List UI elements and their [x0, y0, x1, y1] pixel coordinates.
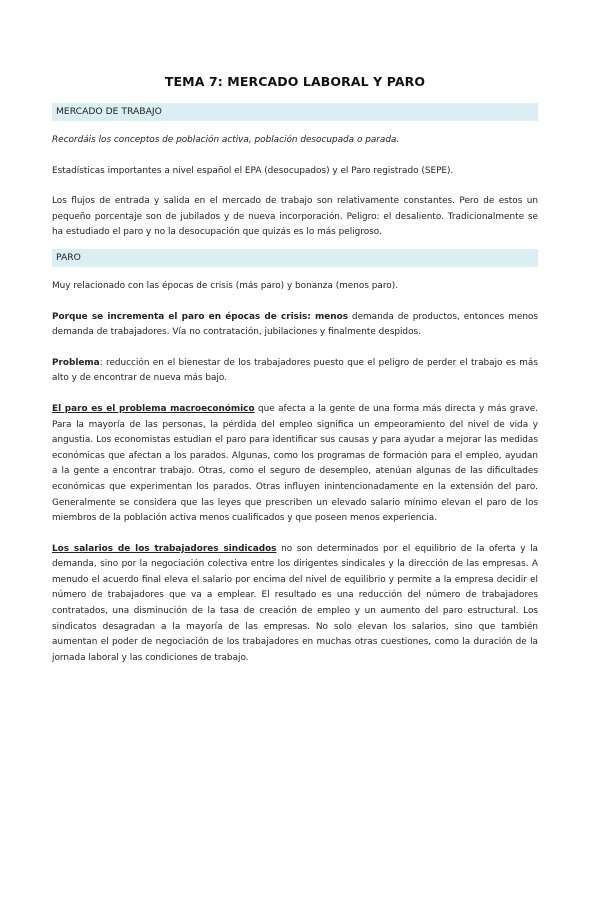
paragraph-flujos: Los flujos de entrada y salida en el mercado de trabajo son relativamente constantes. Pero de estos un pequeño porcentaje son de jubilados y de nueva incorporación. Peligro: el desaliento. Tradicionalmente se ha estudiado el paro y no la desocupación que quizás es lo más peligroso. — [52, 196, 538, 238]
macro-text: que afecta a la gente de una forma más directa y más grave. Para la mayoría de las personas, la pérdida del empleo significa un empeoramiento del nivel de vida y angustia. Los economistas estudian el paro para identificar sus causas y para ayudar a mejorar las medidas económicas que afectan a los parados. Algunas, como los programas de formación para el empleo, ayudan a la gente a encontrar trabajo. Otras, como el seguro de desempleo, atenúan algunas de las dificultades económicas que experimentan los parados. Otras influyen inintencionadamente en la extensión del paro. Generalmente se considera que las leyes que prescriben un elevado salario mínimo elevan el paro de los miembros de la población activa menos cualificados y que poseen menos experiencia. — [52, 403, 538, 524]
incremento-text: demanda de productos, entonces menos demanda de trabajadores. Vía no contratación, jubilaciones y finalmente despidos. — [52, 311, 538, 338]
paragraph-incremento — [52, 310, 538, 341]
sindicados-bold-underline: Los salarios de los trabajadores sindicados — [52, 543, 277, 554]
problema-text: : reducción en el bienestar de los trabajadores puesto que el peligro de perder el trabajo es más alto y de encontrar de nueva más bajo. — [52, 357, 538, 384]
paragraph-problema — [52, 356, 538, 387]
incremento-bold: Porque se incrementa el paro en épocas de crisis: menos — [52, 311, 348, 322]
page-title: TEMA 7: MERCADO LABORAL Y PARO — [164, 74, 426, 89]
paragraph-estadisticas: Estadísticas importantes a nivel español el EPA (desocupados) y el Paro registrado (SEPE). — [52, 165, 454, 176]
paragraph-macroeconomico — [52, 402, 538, 527]
section-heading-mercado: MERCADO DE TRABAJO — [52, 103, 538, 121]
sindicados-text: no son determinados por el equilibrio de la oferta y la demanda, sino por la negociación colectiva entre los dirigentes sindicales y la dirección de las empresas. A menudo el acuerdo final eleva el salario por encima del nivel de equilibrio y permite a la empresa decidir el número de trabajadores que va a emplear. El resultado es una reducción del número de trabajadores contratados, una disminución de la tasa de creación de empleo y un aumento del paro estructural. Los sindicatos desagradan a la mayoría de las empresas. No solo elevan los salarios, sino que también aumentan el poder de negociación de los trabajadores en muchas otras cuestiones, como la duración de la jornada laboral y las condiciones de trabajo. — [52, 543, 538, 663]
paragraph-sindicados — [52, 542, 538, 667]
macro-bold-underline: El paro es el problema macroeconómico — [52, 403, 255, 414]
paragraph-recordais: Recordáis los conceptos de población activa, población desocupada o parada. — [52, 135, 400, 145]
paragraph-crisis: Muy relacionado con las épocas de crisis (más paro) y bonanza (menos paro). — [52, 280, 399, 291]
section-heading-paro: PARO — [52, 249, 538, 267]
problema-bold: Problema — [52, 357, 100, 368]
document-page — [0, 74, 600, 922]
